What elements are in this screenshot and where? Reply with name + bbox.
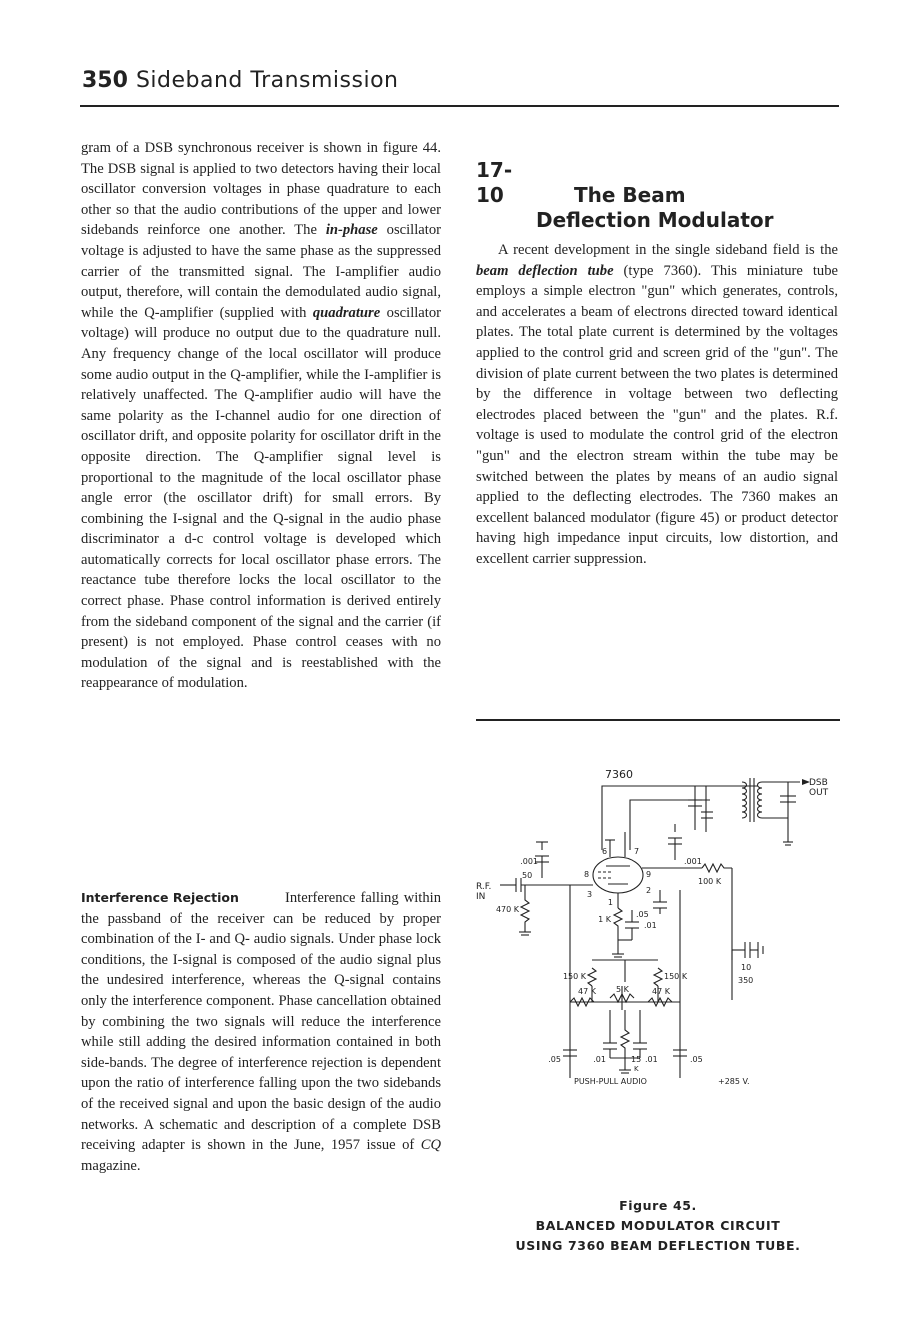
caption-figure-number: Figure 45. bbox=[619, 1198, 697, 1213]
label-r1k: 1 K bbox=[598, 915, 611, 924]
label-rf-1: R.F. bbox=[476, 882, 492, 892]
label-bplus: +285 V. bbox=[718, 1077, 750, 1086]
label-r150kb: 150 K bbox=[664, 972, 688, 981]
caption-line-2: BALANCED MODULATOR CIRCUIT bbox=[535, 1218, 781, 1233]
section-title-line-2: Deflection Modulator bbox=[536, 208, 774, 232]
header-rule bbox=[80, 105, 839, 107]
label-r15: 15 bbox=[631, 1055, 642, 1064]
section-title-line-1: The Beam bbox=[574, 183, 686, 207]
label-c01b: .01 bbox=[593, 1055, 606, 1064]
label-pin8: 8 bbox=[584, 870, 590, 879]
label-c10a: 10 bbox=[741, 963, 752, 972]
label-r100k: 100 K bbox=[698, 877, 722, 886]
label-dsb-2: OUT bbox=[809, 788, 829, 798]
label-c01c: .01 bbox=[645, 1055, 658, 1064]
emphasis-beam-deflection-tube: beam deflection tube bbox=[476, 262, 614, 279]
label-r470k: 470 K bbox=[495, 905, 519, 914]
label-c001a: .001 bbox=[520, 857, 538, 866]
label-pin1: 1 bbox=[607, 898, 613, 907]
left-column-subsection bbox=[81, 888, 441, 1176]
label-r150ka: 150 K bbox=[562, 972, 586, 981]
left-paragraph-1: gram of a DSB synchronous receiver is shown in figure 44. The DSB signal is applied to two detectors having their local oscillator conversion voltages in phase quadrature to each other so that the audio contributions of the upper and lower sidebands reinforce one another. The in-phase oscillator voltage is adjusted to have the same phase as the suppressed carrier of the transmitted signal. The I-amplifier audio output, therefore, will contain the demodulated audio signal, while the Q-amplifier (supplied with quadrature oscillator voltage) will produce no output due to the quadrature null. Any frequency change of the local oscillator will produce some audio output in the Q-amplifier, while the I-amplifier is relatively unaffected. The Q-amplifier audio will have the same polarity as the I-channel audio for one direction of oscillator drift, and opposite polarity for oscillator drift in the opposite direction. The Q-amplifier signal level is proportional to the magnitude of the local oscillator phase angle error (the oscillator drift) for small errors. By combining the I-signal and the Q-signal in the audio phase discriminator a d-c control voltage is developed which automatically corrects for local oscillator phase errors. The reactance tube therefore locks the local oscillator to the correct phase. Phase control information is derived entirely from the sideband component of the signal and the carrier (if present) is not employed. Phase control ceases with no modulation of the signal and is reestablished with the reappearance of modulation. bbox=[81, 140, 441, 692]
label-r15k: K bbox=[634, 1065, 639, 1073]
emphasis-quadrature: quadrature bbox=[312, 304, 381, 321]
label-r47kb: 47 K bbox=[652, 987, 670, 996]
label-r47ka: 47 K bbox=[578, 987, 596, 996]
emphasis-in-phase: in-phase bbox=[325, 222, 378, 239]
right-paragraph: A recent development in the single sideband field is the beam deflection tube (type 7360). This miniature tube employs a simple electron "gun" which generates, controls, and accelerates a beam of electrons directed toward identical plates. The total plate current is determined by the voltages applied to the control grid and screen grid of the "gun". The division of plate current between the two plates is determined by the difference in voltage between two deflecting electrodes placed between the "gun" and the plates. R.f. voltage is used to modulate the control grid of the electron "gun" and the electron stream within the tube may be switched between the plates by means of an audio signal applied to the deflecting electrodes. The 7360 makes an excellent balanced modulator (figure 45) or product detector having high impedance input circuits, low distortion, and excellent carrier suppression. bbox=[476, 242, 838, 567]
label-c05b: .05 bbox=[548, 1055, 561, 1064]
figure-top-rule bbox=[476, 719, 840, 721]
page-number: 350 bbox=[82, 68, 128, 93]
label-pin9: 9 bbox=[646, 870, 652, 879]
label-c001b: .001 bbox=[684, 857, 702, 866]
label-pin7: 7 bbox=[634, 847, 640, 856]
running-title: Sideband Transmission bbox=[135, 68, 399, 93]
section-number: 17-10 bbox=[476, 158, 513, 207]
right-column-body bbox=[476, 240, 838, 570]
left-column-body bbox=[81, 138, 441, 694]
running-header bbox=[82, 68, 838, 93]
label-dsb-1: DSB bbox=[809, 778, 828, 788]
label-c05a: .05 bbox=[636, 910, 649, 919]
label-r5k: 5 K bbox=[616, 985, 629, 994]
section-heading bbox=[476, 158, 836, 233]
label-pin3: 3 bbox=[587, 890, 593, 899]
left-paragraph-2: Interference Rejection Interference falling within the passband of the receiver can be reduced by proper combination of the I- and Q- audio signals. Under phase lock conditions, the I-signal is composed of the audio signal plus the undesired interference, whereas the Q-signal contains only the interference component. Phase cancellation obtained by combining the two signals will reduce the interference while still adding the desired information contained in both side-bands. The degree of interference rejection is dependent upon the ratio of interference falling upon the two sidebands of the received signal and upon the basic design of the audio networks. A schematic and description of a complete DSB receiving adapter is shown in the June, 1957 issue of CQ magazine. bbox=[81, 890, 441, 1174]
label-rf-2: IN bbox=[476, 892, 486, 902]
label-c01a: .01 bbox=[644, 921, 657, 930]
label-tube: 7360 bbox=[605, 768, 633, 781]
emphasis-cq: CQ bbox=[420, 1137, 441, 1154]
label-r50: 50 bbox=[522, 871, 533, 880]
balanced-modulator-schematic bbox=[470, 760, 840, 1090]
label-c05c: .05 bbox=[690, 1055, 703, 1064]
label-pin6: 6 bbox=[602, 847, 608, 856]
label-pin2: 2 bbox=[646, 886, 652, 895]
figure-caption bbox=[476, 1196, 840, 1256]
label-ppaudio: PUSH-PULL AUDIO bbox=[574, 1077, 647, 1086]
caption-line-3: USING 7360 BEAM DEFLECTION TUBE. bbox=[515, 1238, 801, 1253]
subheading-interference-rejection: Interference Rejection bbox=[81, 890, 239, 905]
label-c10b: 350 bbox=[738, 976, 754, 985]
